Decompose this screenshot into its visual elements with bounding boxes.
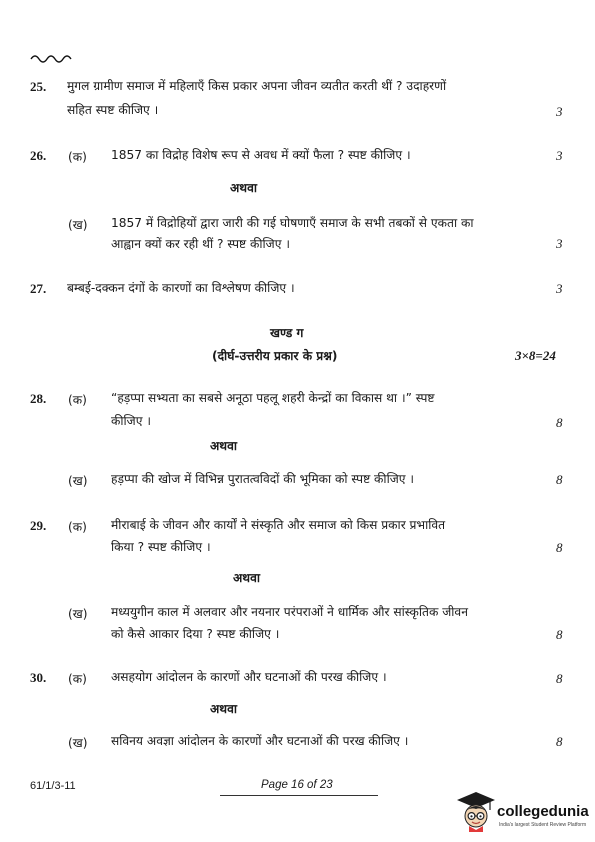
paper-code: 61/1/3-11 [30, 780, 76, 792]
question-28-option-a-marks: 8 [556, 415, 563, 430]
question-26-option-b-line-1: 1857 में विद्रोहियों द्वारा जारी की गई घोषणाएँ समाज के सभी तबकों से एकता का [111, 216, 474, 230]
collegedunia-mascot-icon [455, 790, 497, 832]
question-27-marks: 3 [556, 281, 563, 296]
question-29-option-b-marks: 8 [556, 627, 563, 642]
page-number: Page 16 of 23 [261, 779, 333, 791]
question-26-option-a-marks: 3 [556, 148, 563, 163]
logo-tagline: India's largest Student Review Platform [499, 822, 587, 828]
question-28-option-b-text: हड़प्पा की खोज में विभिन्न पुरातत्वविदों की भूमिका को स्पष्ट कीजिए । [111, 472, 415, 486]
question-number-25: 25. [30, 79, 47, 94]
question-29-option-a-line-2: किया ? स्पष्ट कीजिए । [111, 540, 211, 554]
question-28-or: अथवा [210, 439, 238, 453]
question-29-option-a-line-1: मीराबाई के जीवन और कार्यों ने संस्कृति और समाज को किस प्रकार प्रभावित [111, 518, 446, 532]
logo-wordmark: collegedunia [497, 803, 589, 820]
question-29-option-b-line-2: को कैसे आकार दिया ? स्पष्ट कीजिए । [111, 627, 280, 641]
question-30-option-b-marks: 8 [556, 734, 563, 749]
question-28-option-b-label: (ख) [68, 474, 88, 488]
question-25-marks: 3 [556, 104, 563, 119]
question-29-or: अथवा [233, 571, 261, 585]
question-28-option-b-marks: 8 [556, 472, 563, 487]
question-30-or: अथवा [210, 702, 238, 716]
question-25-line-2: सहित स्पष्ट कीजिए । [67, 103, 159, 117]
question-27-text: बम्बई-दक्कन दंगों के कारणों का विश्लेषण कीजिए । [67, 281, 295, 295]
question-number-30: 30. [30, 670, 47, 685]
question-26-or: अथवा [230, 181, 258, 195]
question-26-option-a-text: 1857 का विद्रोह विशेष रूप से अवध में क्यों फैला ? स्पष्ट कीजिए । [111, 148, 411, 162]
question-28-option-a-label: (क) [68, 393, 87, 407]
question-29-option-b-line-1: मध्ययुगीन काल में अलवार और नयनार परंपराओं ने धार्मिक और सांस्कृतिक जीवन [111, 605, 468, 619]
question-26-option-b-marks: 3 [556, 236, 563, 251]
question-29-option-a-marks: 8 [556, 540, 563, 555]
question-30-option-a-text: असहयोग आंदोलन के कारणों और घटनाओं की परख कीजिए । [111, 670, 387, 684]
question-30-option-a-marks: 8 [556, 671, 563, 686]
question-number-26: 26. [30, 148, 47, 163]
question-29-option-b-label: (ख) [68, 607, 88, 621]
section-total-marks: 3×8=24 [515, 348, 556, 363]
question-number-29: 29. [30, 518, 47, 533]
footer-divider [220, 795, 378, 796]
question-26-option-a-label: (क) [68, 150, 87, 164]
question-30-option-b-text: सविनय अवज्ञा आंदोलन के कारणों और घटनाओं की परख कीजिए । [111, 734, 409, 748]
question-number-28: 28. [30, 391, 47, 406]
section-subtitle: (दीर्घ-उत्तरीय प्रकार के प्रश्न) [212, 349, 338, 363]
question-28-option-a-line-1: “हड़प्पा सभ्यता का सबसे अनूठा पहलू शहरी केन्द्रों का विकास था ।” स्पष्ट [111, 391, 435, 405]
question-30-option-a-label: (क) [68, 672, 87, 686]
question-number-27: 27. [30, 281, 47, 296]
question-26-option-b-label: (ख) [68, 218, 88, 232]
section-title: खण्ड ग [270, 326, 304, 340]
question-26-option-b-line-2: आह्वान क्यों कर रही थीं ? स्पष्ट कीजिए । [111, 237, 290, 251]
question-28-option-a-line-2: कीजिए । [111, 414, 151, 428]
question-29-option-a-label: (क) [68, 520, 87, 534]
wave-mark-icon [30, 52, 76, 64]
question-25-line-1: मुगल ग्रामीण समाज में महिलाएँ किस प्रकार अपना जीवन व्यतीत करती थीं ? उदाहरणों [67, 79, 447, 93]
question-30-option-b-label: (ख) [68, 736, 88, 750]
